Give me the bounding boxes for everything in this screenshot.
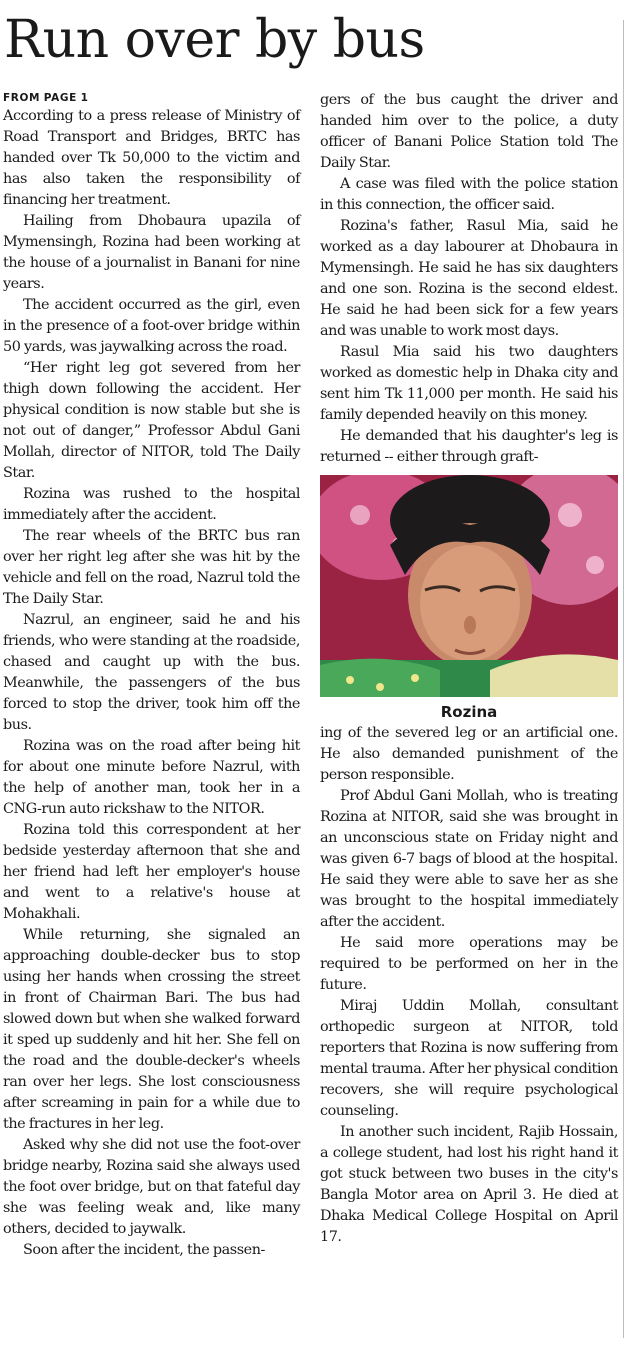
paragraph: Rozina told this correspondent at her bedside yesterday afternoon that she and her friend had left her employer's house and went to a relative's house at Mohakhali. — [3, 822, 300, 922]
paragraph: The rear wheels of the BRTC bus ran over her right leg after she was hit by the vehicle and fell on the road, Nazrul told the The Daily Star. — [3, 528, 300, 607]
paragraph: Hailing from Dhobaura upazila of Mymensingh, Rozina had been working at the house of a journalist in Banani for nine years. — [3, 213, 300, 292]
paragraph: Rasul Mia said his two daughters worked as domestic help in Dhaka city and sent him Tk 11,000 per month. He said his family depended heavily on this money. — [320, 344, 618, 423]
paragraph: Miraj Uddin Mollah, consultant orthopedic surgeon at NITOR, told reporters that Rozina is now suffering from mental trauma. After her physical condition recovers, she will require psychological counseling. — [320, 998, 618, 1119]
article-column-left — [3, 90, 300, 1261]
paragraph: A case was filed with the police station in this connection, the officer said. — [320, 176, 618, 213]
paragraph: ing of the severed leg or an artificial one. He also demanded punishment of the person responsible. — [320, 725, 618, 783]
paragraph: Prof Abdul Gani Mollah, who is treating Rozina at NITOR, said she was brought in an unconscious state on Friday night and was given 6-7 bags of blood at the hospital. He said they were able to save her as she was brought to the hospital immediately after the accident. — [320, 788, 618, 930]
paragraph: According to a press release of Ministry of Road Transport and Bridges, BRTC has handed over Tk 50,000 to the victim and has also taken the responsibility of financing her treatment. — [3, 108, 300, 208]
paragraph: In another such incident, Rajib Hossain, a college student, had lost his right hand it got stuck between two buses in the city's Bangla Motor area on April 3. He died at Dhaka Medical College Hospital on April 17. — [320, 1124, 618, 1245]
portrait-illustration — [320, 475, 618, 697]
column-rule — [623, 20, 624, 1338]
paragraph: Rozina was rushed to the hospital immediately after the accident. — [3, 486, 300, 523]
paragraph: Rozina was on the road after being hit for about one minute before Nazrul, with the help of another man, took her in a CNG-run auto rickshaw to the NITOR. — [3, 738, 300, 817]
paragraph: “Her right leg got severed from her thigh down following the accident. Her physical condition is now stable but she is not out of danger,” Professor Abdul Gani Mollah, director of NITOR, told The Daily Star. — [3, 360, 300, 481]
paragraph: Soon after the incident, the passen- — [23, 1242, 265, 1258]
article-column-right — [320, 90, 618, 1248]
paragraph: Nazrul, an engineer, said he and his friends, who were standing at the roadside, chased and caught up with the bus. Meanwhile, the passengers of the bus forced to stop the driver, took him off the bus. — [3, 612, 300, 733]
paragraph: He demanded that his daughter's leg is returned -- either through graft- — [320, 428, 618, 465]
paragraph: Asked why she did not use the foot-over bridge nearby, Rozina said she always used the foot over bridge, but on that fateful day she was feeling weak and, like many others, decided to jaywalk. — [3, 1137, 300, 1237]
photo-caption: Rozina — [440, 703, 498, 721]
paragraph: While returning, she signaled an approaching double-decker bus to stop using her hands when crossing the street in front of Chairman Bari. The bus had slowed down but when she walked forward it sped up suddenly and hit her. She fell on the road and the double-decker's wheels ran over her legs. She lost consciousness after screaming in pain for a while due to the fractures in her leg. — [3, 927, 300, 1132]
paragraph: He said more operations may be required to be performed on her in the future. — [320, 935, 618, 993]
paragraph: gers of the bus caught the driver and handed him over to the police, a duty officer of Banani Police Station told The Daily Star. — [320, 92, 618, 171]
kicker: FROM PAGE 1 — [3, 92, 89, 104]
victim-photo — [320, 475, 618, 697]
paragraph: The accident occurred as the girl, even in the presence of a foot-over bridge within 50 yards, was jaywalking across the road. — [3, 297, 300, 355]
paragraph: Rozina's father, Rasul Mia, said he worked as a day labourer at Dhobaura in Mymensingh. He said he has six daughters and one son. Rozina is the second eldest. He said he had been sick for a few years and was unable to work most days. — [320, 218, 618, 339]
headline: Run over by bus — [4, 10, 425, 70]
